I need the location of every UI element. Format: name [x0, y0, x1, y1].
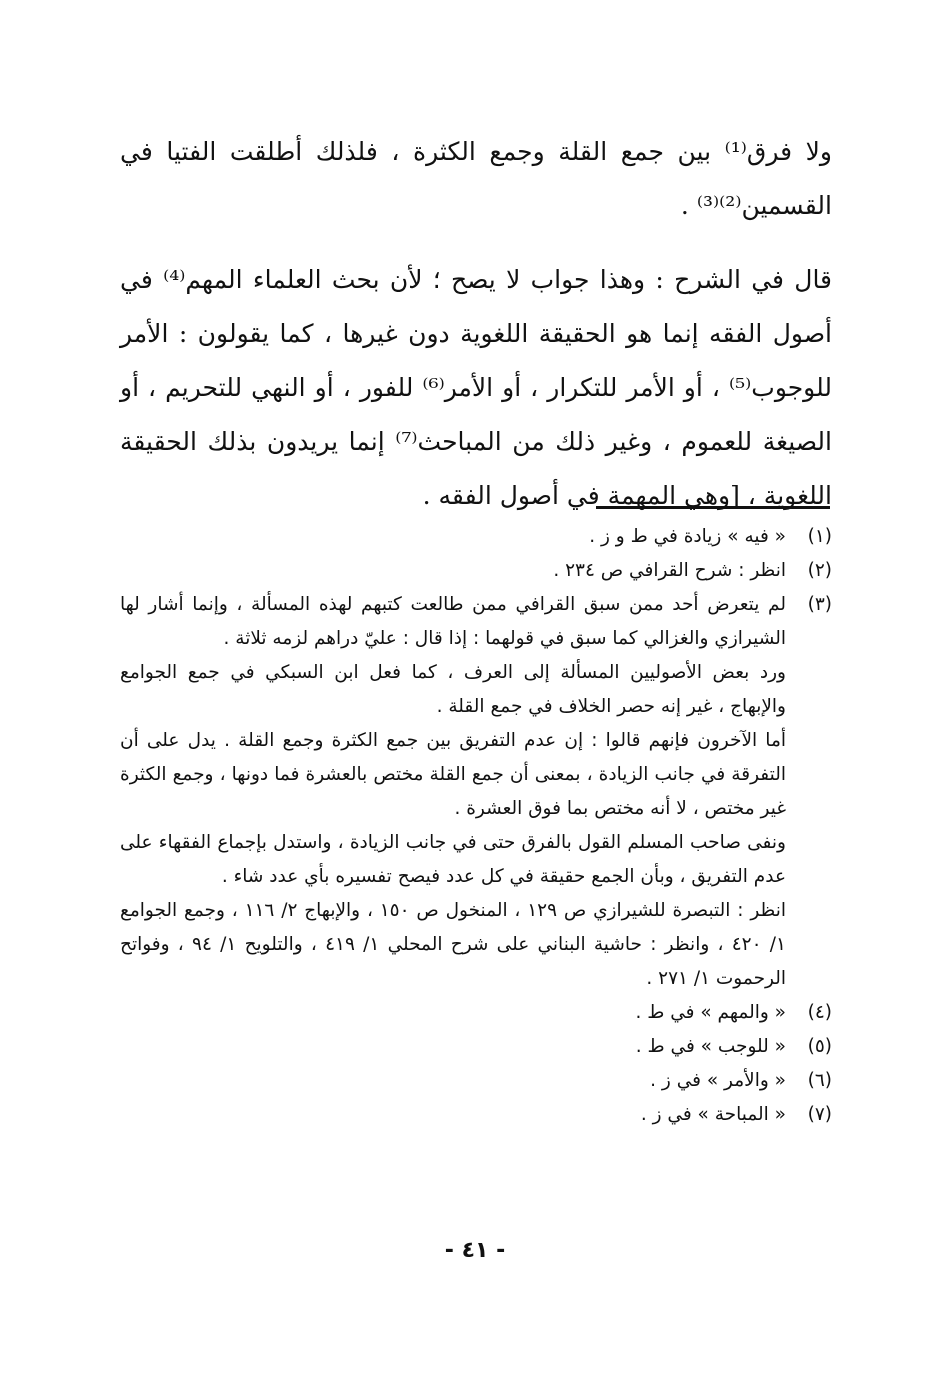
footnote-number: (٤)	[807, 1002, 832, 1023]
footnote-text: « والأمر » في ز .	[650, 1070, 786, 1091]
paragraph-2: قال في الشرح : وهذا جواب لا يصح ؛ لأن بحث العلماء المهم⁽⁴⁾ في أصول الفقه إنما هو الحقيقة اللغوية دون غيرها ، كما يقولون : الأمر للوجوب⁽⁵⁾ ، أو الأمر للتكرار ، أو الأمر⁽⁶⁾ للفور ، أو النهي للتحريم ، أو الصيغة للعموم ، وغير ذلك من المباحث⁽⁷⁾ إنما يريدون بذلك الحقيقة اللغوية ، [وهي المهمة في أصول الفقه .	[120, 265, 833, 510]
footnote-3-paragraph: ونفى صاحب المسلم القول بالفرق حتى في جانب الزيادة ، واستدل بإجماع الفقهاء على عدم التفريق ، وبأن الجمع حقيقة في كل عدد فيصح تفسيره بأي عدد شاء .	[120, 832, 786, 887]
footnote-1	[120, 520, 832, 554]
paragraph-1: ولا فرق⁽¹⁾ بين جمع القلة وجمع الكثرة ، فلذلك أطلقت الفتيا في القسمين⁽²⁾⁽³⁾ .	[120, 137, 832, 220]
footnote-text: « المباحة » في ز .	[640, 1104, 786, 1125]
footnote-4	[120, 996, 832, 1030]
footnote-5	[120, 1030, 832, 1064]
footnote-number: (٧)	[807, 1104, 832, 1125]
footnote-3-paragraph: أما الآخرون فإنهم قالوا : إن عدم التفريق بين جمع الكثرة وجمع القلة . يدل على أن التفرقة في جانب الزيادة ، بمعنى أن جمع القلة مختص بالعشرة فما دونها ، وجمع الكثرة غير مختص ، لا أنه مختص بما فوق العشرة .	[120, 730, 786, 819]
footnote-number: (٣)	[807, 594, 832, 615]
page-number: - ٤١ -	[444, 1238, 506, 1263]
footnote-number: (١)	[807, 526, 832, 547]
footnote-number: (٥)	[807, 1036, 832, 1057]
footnote-number: (٦)	[807, 1070, 832, 1091]
footnote-separator	[596, 506, 830, 509]
footnote-3-paragraph: ورد بعض الأصوليين المسألة إلى العرف ، كما فعل ابن السبكي في جمع الجوامع والإبهاج ، غير إنه حصر الخلاف في جمع القلة .	[120, 662, 786, 717]
footnote-2	[120, 554, 832, 588]
footnote-text: انظر : شرح القرافي ص ٢٣٤ .	[553, 560, 786, 581]
footnotes	[120, 520, 832, 1132]
footnote-text: « والمهم » في ط .	[635, 1002, 786, 1023]
footnote-3	[120, 588, 832, 656]
footnote-3-references: انظر : التبصرة للشيرازي ص ١٢٩ ، المنخول ص ١٥٠ ، والإبهاج ٢/ ١١٦ ، وجمع الجوامع ١/ ٤٢٠ ، وانظر : حاشية البناني على شرح المحلي ١/ ٤١٩ ، والتلويح ١/ ٩٤ ، وفواتح الرحموت ١/ ٢٧١ .	[120, 900, 786, 989]
footnote-number: (٢)	[807, 560, 832, 581]
footnote-text: « للوجب » في ط .	[635, 1036, 786, 1057]
footnote-7	[120, 1098, 832, 1132]
footnote-6	[120, 1064, 832, 1098]
footnote-text: لم يتعرض أحد ممن سبق القرافي ممن طالعت كتبهم لهذه المسألة ، وإنما أشار لها الشيرازي والغزالي كما سبق في قولهما : إذا قال : عليّ دراهم لزمه ثلاثة .	[120, 594, 786, 649]
footnote-text: « فيه » زيادة في ط و ز .	[589, 526, 786, 547]
main-text	[120, 125, 832, 523]
